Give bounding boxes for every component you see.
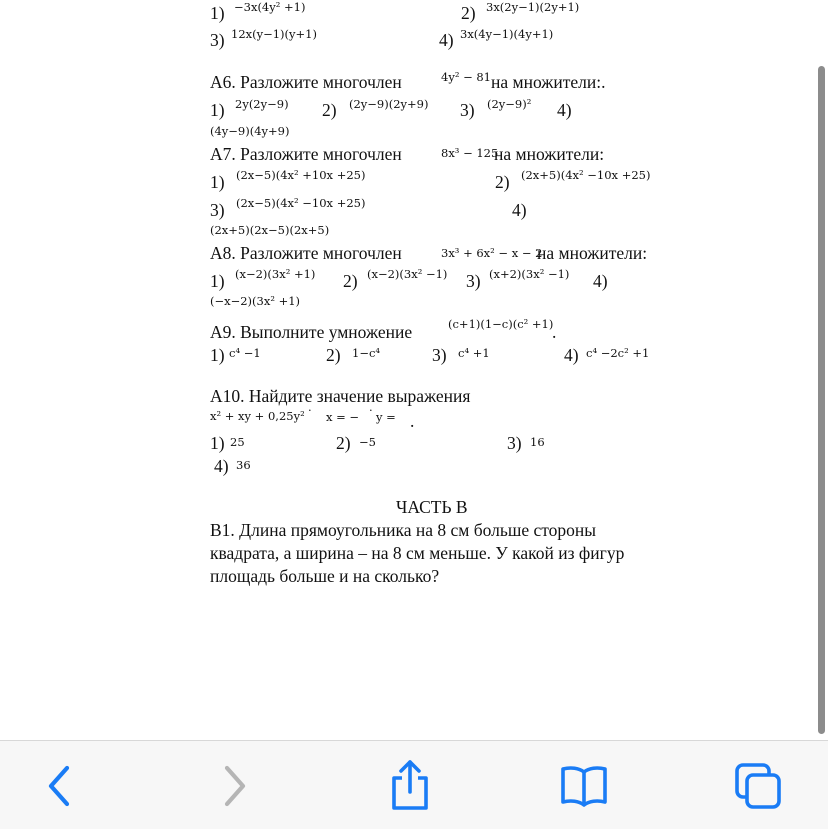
question-a10-x-condition: x = − [326, 410, 360, 424]
option-expression: (2x+5)(4x² −10x +25) [521, 168, 651, 182]
option-expression: 1−c⁴ [352, 346, 381, 360]
question-a8-polynomial: 3x³ + 6x² − x − 2 [441, 246, 543, 260]
question-a8-tail: на множители: [537, 243, 648, 263]
question-a10-lead: А10. Найдите значение выражения [210, 386, 471, 406]
option-expression: (x+2)(3x² −1) [489, 267, 570, 281]
question-a6-tail: на множители:. [491, 72, 606, 92]
option-number: 4) [439, 30, 454, 50]
question-a7-polynomial: 8x³ − 125 [441, 146, 499, 160]
question-a10-separator: · [369, 403, 373, 417]
option-number: 2) [495, 172, 510, 192]
back-icon [45, 764, 75, 808]
option-expression: (2x+5)(2x−5)(2x+5) [210, 223, 330, 237]
option-expression: c⁴ −1 [229, 346, 261, 360]
option-expression: 12x(y−1)(y+1) [231, 27, 317, 41]
option-expression: 2y(2y−9) [235, 97, 289, 111]
option-number: 3) [210, 200, 225, 220]
option-number: 2) [461, 3, 476, 23]
option-number: 1) [210, 271, 225, 291]
bookmarks-button[interactable] [554, 759, 614, 813]
option-number: 1) [210, 100, 225, 120]
option-expression: (x−2)(3x² +1) [235, 267, 316, 281]
task-b1-line: квадрата, а ширина – на 8 см меньше. У какой из фигур [210, 543, 625, 563]
share-icon [388, 760, 432, 812]
question-a10-dot: . [410, 411, 415, 431]
option-number: 4) [564, 345, 579, 365]
option-number: 4) [214, 456, 229, 476]
question-a9-expression: (c+1)(1−c)(c² +1) [448, 317, 554, 331]
option-number: 2) [322, 100, 337, 120]
option-number: 2) [336, 433, 351, 453]
option-expression: (2x−5)(4x² +10x +25) [236, 168, 366, 182]
option-number: 3) [460, 100, 475, 120]
tabs-button[interactable] [728, 759, 788, 813]
option-number: 2) [326, 345, 341, 365]
option-number: 3) [507, 433, 522, 453]
option-value: −5 [359, 435, 376, 449]
option-number: 1) [210, 3, 225, 23]
option-number: 1) [210, 433, 225, 453]
share-button[interactable] [380, 759, 440, 813]
forward-icon [219, 764, 249, 808]
task-b1-line: В1. Длина прямоугольника на 8 см больше стороны [210, 520, 597, 540]
option-number: 3) [466, 271, 481, 291]
question-a6-lead: А6. Разложите многочлен [210, 72, 402, 92]
option-number: 4) [557, 100, 572, 120]
browser-toolbar [0, 740, 828, 829]
option-expression: −3x(4y² +1) [234, 0, 306, 14]
question-a9-lead: А9. Выполните умножение [210, 322, 413, 342]
option-expression: c⁴ +1 [458, 346, 490, 360]
question-a10-separator: · [308, 403, 312, 417]
option-expression: (2x−5)(4x² −10x +25) [236, 196, 366, 210]
option-value: 16 [530, 435, 545, 449]
option-expression: c⁴ −2c² +1 [586, 346, 650, 360]
section-heading: ЧАСТЬ В [396, 497, 468, 517]
option-value: 36 [236, 458, 251, 472]
task-b1-line: площадь больше и на сколько? [210, 566, 440, 586]
question-a7-lead: А7. Разложите многочлен [210, 144, 402, 164]
option-value: 25 [230, 435, 245, 449]
forward-button[interactable] [204, 759, 264, 813]
question-a10-y-condition: y = [376, 410, 396, 424]
question-a10-expression: x² + xy + 0,25y² [210, 409, 305, 423]
option-expression: (2y−9)(2y+9) [349, 97, 429, 111]
option-number: 4) [512, 200, 527, 220]
back-button[interactable] [30, 759, 90, 813]
tabs-icon [733, 761, 783, 811]
option-number: 1) [210, 172, 225, 192]
option-expression: (2y−9)² [487, 97, 532, 111]
question-a6-polynomial: 4y² − 81 [441, 70, 492, 84]
option-number: 4) [593, 271, 608, 291]
option-expression: 3x(2y−1)(2y+1) [486, 0, 580, 14]
option-expression: (−x−2)(3x² +1) [210, 294, 301, 308]
vertical-scrollbar[interactable] [818, 66, 825, 734]
option-number: 2) [343, 271, 358, 291]
question-a9-dot: . [552, 322, 557, 342]
option-number: 1) [210, 345, 225, 365]
bookmarks-icon [559, 764, 609, 808]
option-expression: 3x(4y−1)(4y+1) [460, 27, 554, 41]
option-number: 3) [210, 30, 225, 50]
option-expression: (x−2)(3x² −1) [367, 267, 448, 281]
question-a7-tail: на множители: [494, 144, 605, 164]
option-number: 3) [432, 345, 447, 365]
question-a8-lead: А8. Разложите многочлен [210, 243, 402, 263]
option-expression: (4y−9)(4y+9) [210, 124, 290, 138]
